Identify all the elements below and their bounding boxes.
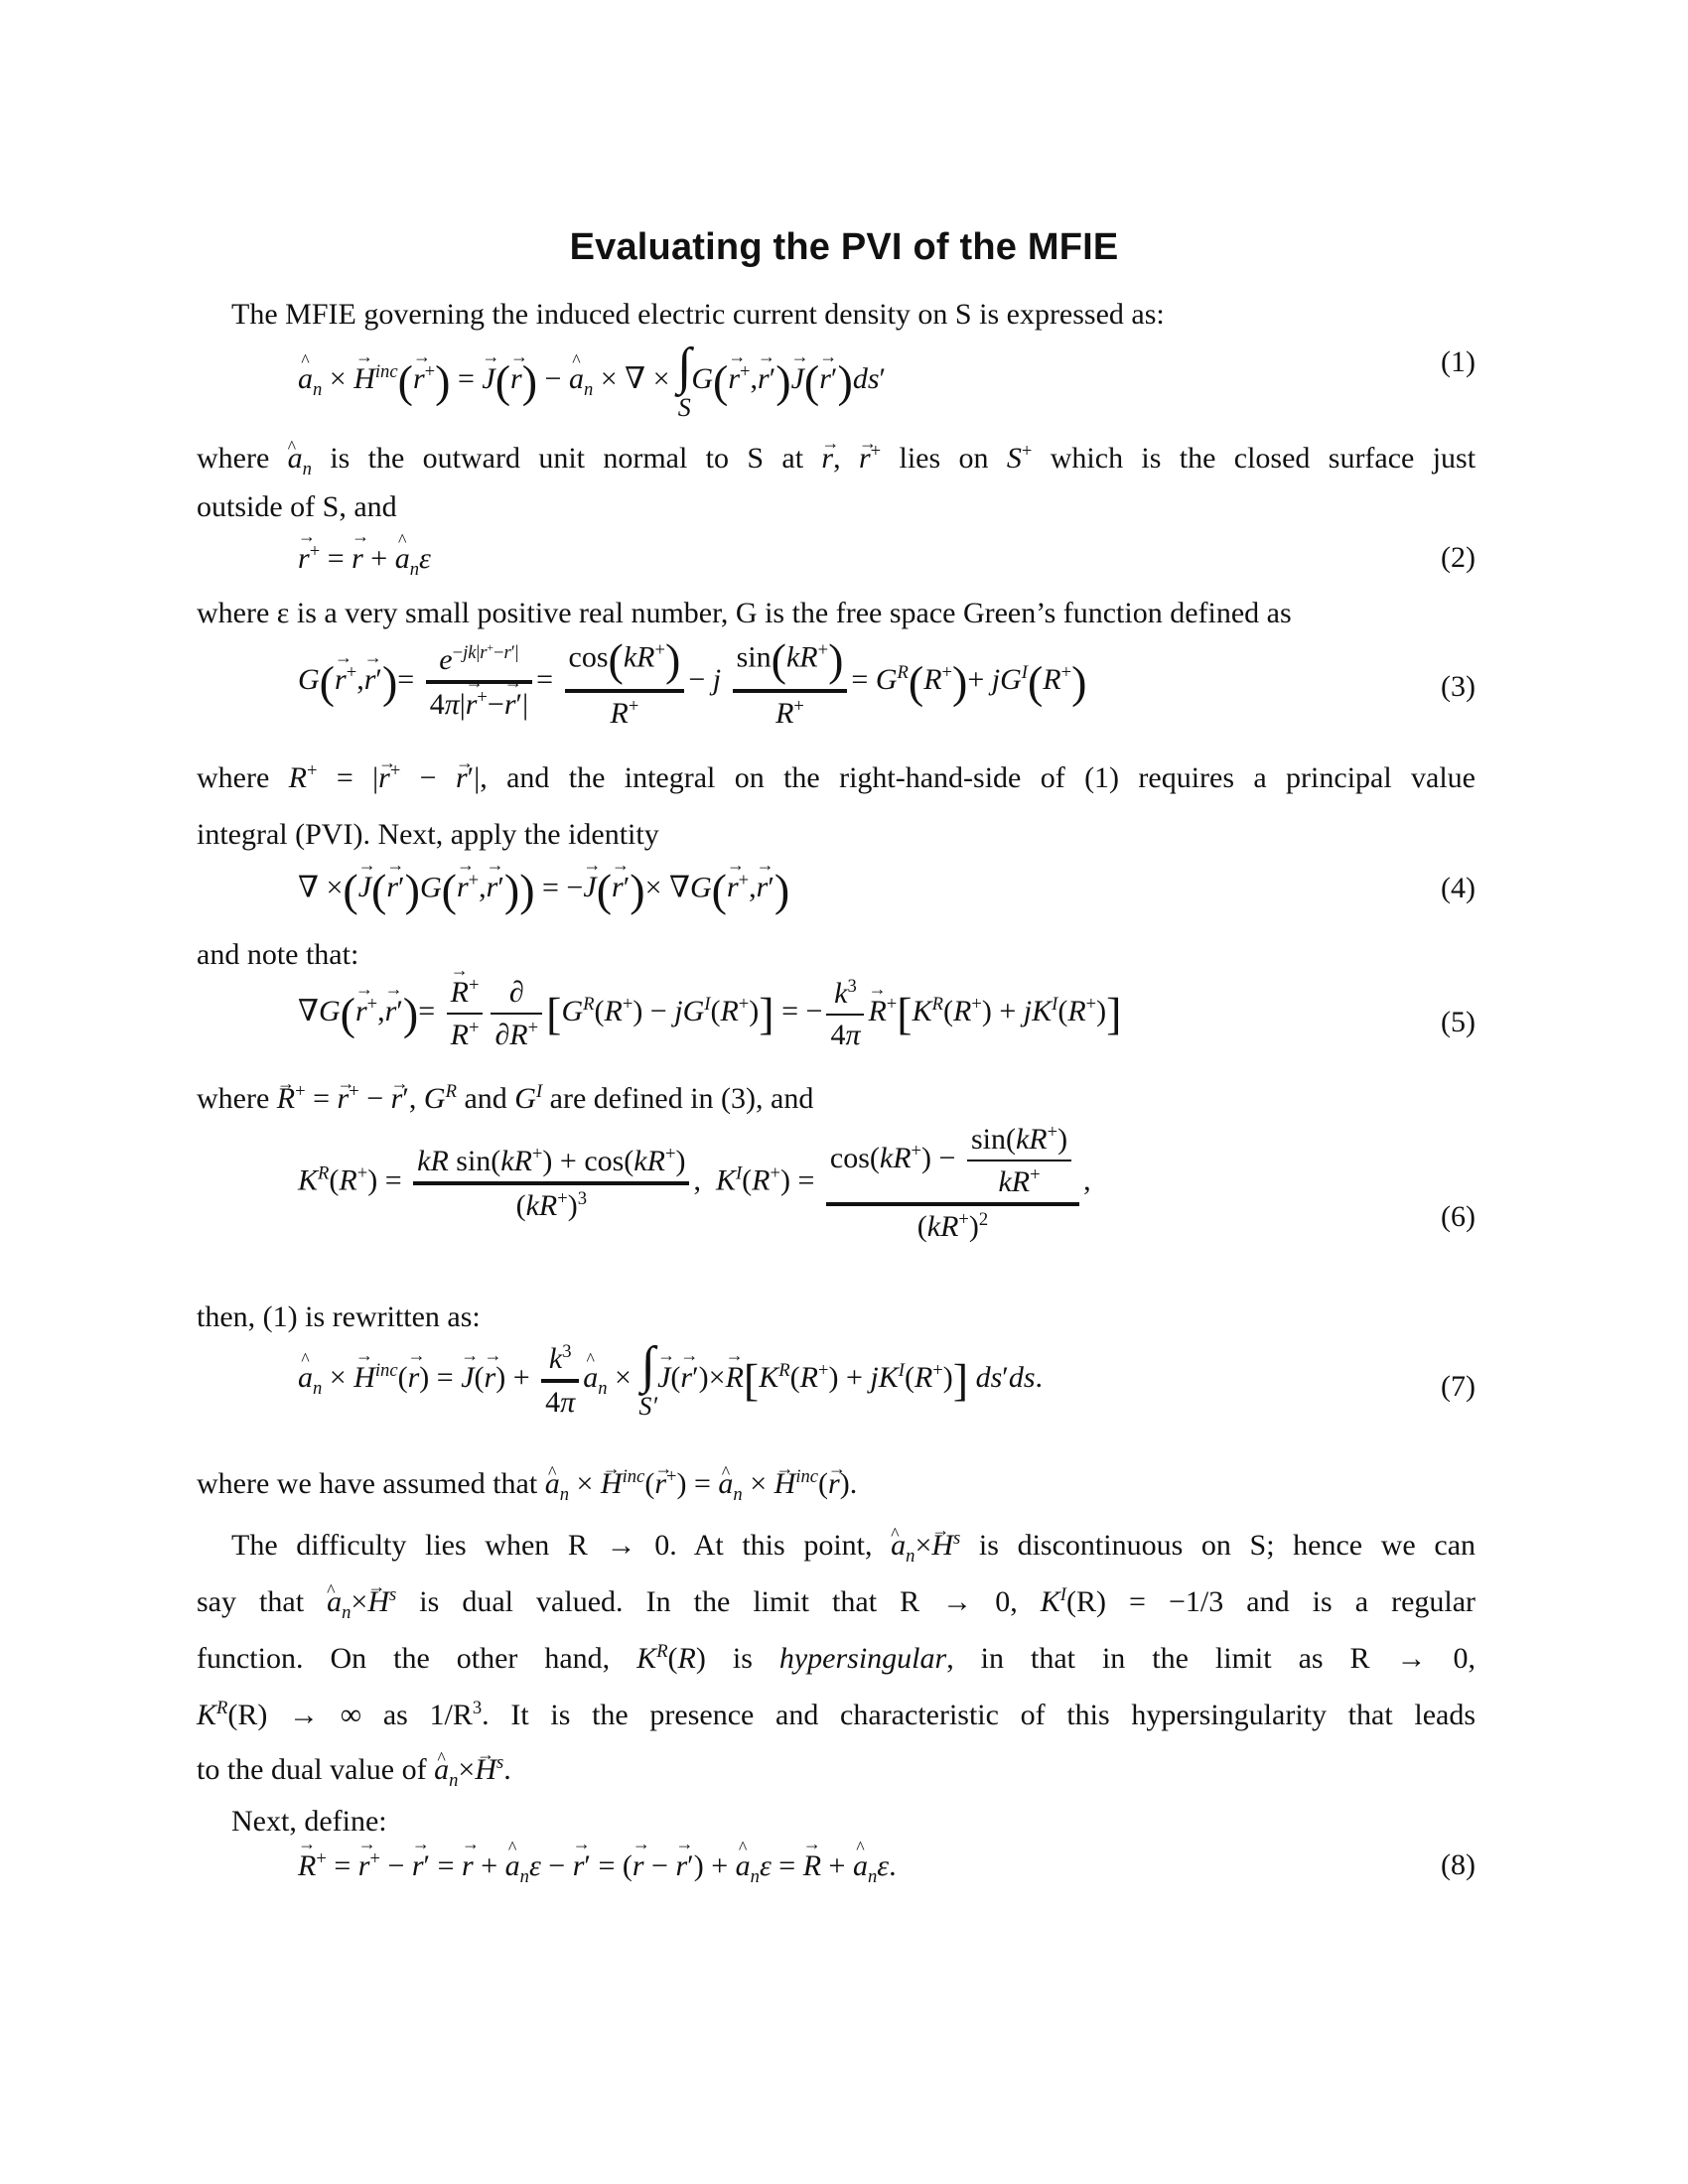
paragraph-difficulty-line5: to the dual value of ^ $a_n\times\to H^s$.	[197, 1748, 1476, 1796]
equation-number-3: (3)	[1441, 670, 1476, 703]
equation-number-7: (7)	[1441, 1370, 1476, 1403]
paragraph-R-vector: where → R+ = → r+ − → r′, $G^R$ and $G^I$ are defined in (3), and	[197, 1077, 1476, 1114]
paragraph-assumption: where we have assumed that ^ $a_n$ × → $H^{inc}(\to r^+)$ = ^ $a_n$ × → $H^{inc}(\to r)$.	[197, 1462, 1476, 1510]
equation-3: G(→ r+,→ r′)= $\frac{e^{-jk|r^+-r'|}}{4\pi|\to r^+-\to r'|}$ = $\frac{\cos(kR^+)}{R^+}$ − j $\frac{\sin(kR^+)}{R^+}$ = $G^R(R^+)+ jG^I(R^+)$	[298, 633, 1086, 731]
paragraph-greens-function: where ε is a very small positive real number, G is the free space Green’s function defined as	[197, 597, 1292, 629]
equation-number-1: (1)	[1441, 345, 1476, 378]
page-title: Evaluating the PVI of the MFIE	[569, 226, 1119, 268]
equation-2: → r+ = → r + ^ $a_n\varepsilon$	[298, 541, 431, 581]
paragraph-difficulty-line1: The difficulty lies when R → 0. At this point, ^ $a_n\times\to H^s$ is discontinuous on S; hence we can	[231, 1524, 1476, 1571]
equation-7: ^ $a_n$ × → $H^{inc}(\to r)$ = → J(→ r) + $\frac{k^3}{4\pi}$ ^ $a_n$ × ∫ S′ → $J(\to r')\times\to R[K^R(R^+) + jK^I(R^+)]$ ds′ds.	[298, 1340, 1043, 1420]
equation-6: $K^R(R^+)$ = $\frac{kR \sin(kR^+) + \cos(kR^+)}{(kR^+)^3}$ , $K^I(R^+)$ = cos(kR+) − $\frac{\sin(kR^+)}{kR^+}$ $(kR^+)^2$ ,	[298, 1122, 1091, 1243]
equation-8: → R+ = → r+ − → r′ = → r + ^ $a_n\varepsilon$ − → r′ = (→ r − → r′) + ^ $a_n\varepsilon$ = → R + ^ $a_n\varepsilon$.	[298, 1848, 897, 1888]
paragraph-intro: The MFIE governing the induced electric current density on S is expressed as:	[231, 298, 1165, 331]
equation-number-8: (8)	[1441, 1848, 1476, 1881]
equation-4: ∇ ×(→ J(→ r′)G(→ r+,→ r′)) = −→ J(→ r′)× ∇G(→ r+,→ r′)	[298, 864, 789, 916]
equation-number-6: (6)	[1441, 1200, 1476, 1233]
equation-5: ∇G(→ r+,→ r′)= → $\frac{R^+}{R^+}$ $\frac{\partial}{\partial R^+}$ $[G^R(R^+) - jG^I(R^+)]$ = − $\frac{k^3}{4\pi}$ → $R^+[K^R(R^+) + jK^I(R^+)]$	[298, 975, 1121, 1052]
paragraph-difficulty-line2: say that ^ $a_n\times\to H^s$ is dual valued. In the limit that R → 0, $K^I(R) = -1/3$ and is a regular	[197, 1580, 1476, 1628]
paragraph-pvi: integral (PVI). Next, apply the identity	[197, 818, 659, 851]
equation-number-4: (4)	[1441, 872, 1476, 904]
equation-1: ^ $a_n$ × → $H^{inc}(\to r^+)$ = → J(→ r) − ^ $a_n$ × ∇ × ∫ S G(→ r+,→ r′)→ J(→ r′)ds′	[298, 328, 886, 417]
paragraph-outside: outside of S, and	[197, 490, 397, 523]
paragraph-rewritten: then, (1) is rewritten as:	[197, 1300, 481, 1333]
paragraph-R-plus: where R+ = |→ r+ − → r′|, and the integral on the right-hand-side of (1) requires a principal value	[197, 756, 1476, 793]
paragraph-define: Next, define:	[231, 1805, 387, 1838]
paragraph-note: and note that:	[197, 938, 359, 971]
paragraph-normal-definition: where ^ $a_n$ is the outward unit normal to S at → r, → r+ lies on S+ which is the closed surface just	[197, 437, 1476, 484]
paragraph-difficulty-line3: function. On the other hand, $K^R(R)$ is hypersingular, in that in the limit as R → 0,	[197, 1641, 1477, 1675]
equation-number-5: (5)	[1441, 1006, 1476, 1038]
paragraph-difficulty-line4: $K^R(R)$ → ∞ as $1/R^3$. It is the presence and characteristic of this hypersingularity that leads	[197, 1698, 1477, 1731]
equation-number-2: (2)	[1441, 541, 1476, 574]
